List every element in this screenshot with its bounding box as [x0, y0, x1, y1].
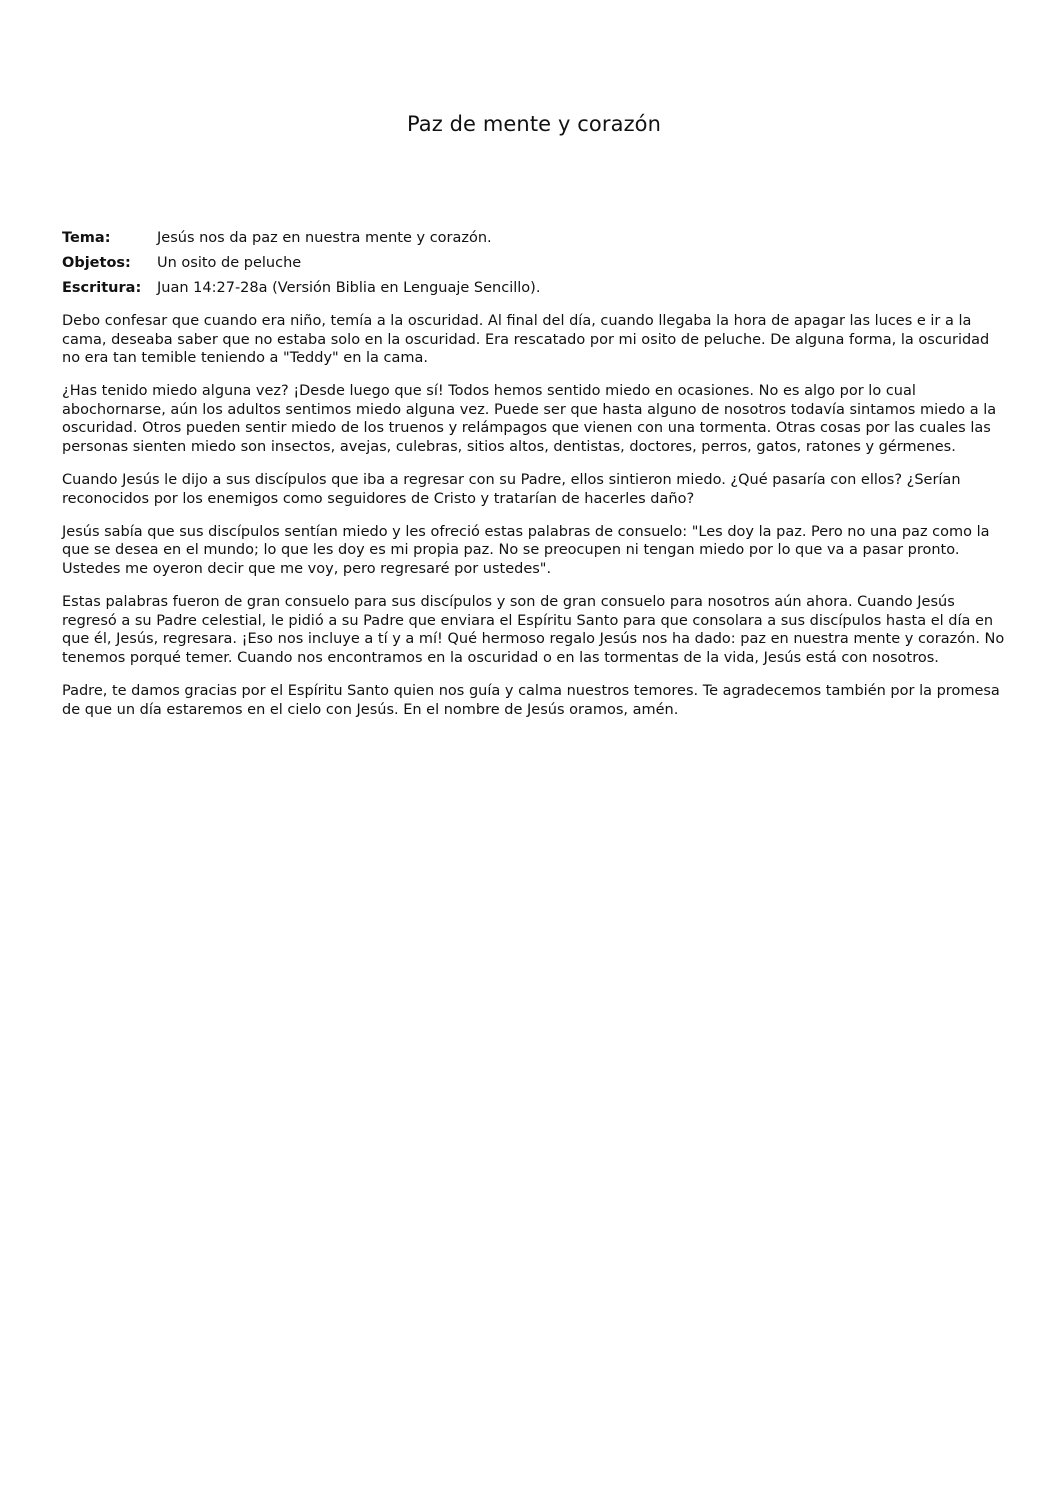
lesson-meta: [62, 228, 1002, 303]
meta-row-tema: [62, 228, 1002, 253]
page-title: Paz de mente y corazón: [406, 112, 662, 136]
body-paragraph: Estas palabras fueron de gran consuelo para sus discípulos y son de gran consuelo para nosotros aún ahora. Cuando Jesús regresó a su Padre celestial, le pidió a su Padre que enviara el Espíritu Santo para que consolara a sus discípulos hasta el día en que él, Jesús, regresara. ¡Eso nos incluye a tí y a mí! Qué hermoso regalo Jesús nos ha dado: paz en nuestra mente y corazón. No tenemos porqué temer. Cuando nos encontramos en la oscuridad o en las tormentas de la vida, Jesús está con nosotros.: [62, 594, 1005, 666]
body-paragraph: ¿Has tenido miedo alguna vez? ¡Desde luego que sí! Todos hemos sentido miedo en ocasiones. No es algo por lo cual abochornarse, aún los adultos sentimos miedo alguna vez. Puede ser que hasta alguno de nosotros todavía sintamos miedo a la oscuridad. Otros pueden sentir miedo de los truenos y relámpagos que vienen con una tormenta. Otras cosas por las cuales las personas sienten miedo son insectos, avejas, culebras, sitios altos, dentistas, doctores, perros, gatos, ratones y gérmenes.: [62, 383, 997, 456]
prayer-paragraph: Padre, te damos gracias por el Espíritu Santo quien nos guía y calma nuestros temores. Te agradecemos también por la promesa de que un día estaremos en el cielo con Jesús. En el nombre de Jesús oramos, amén.: [62, 683, 1000, 718]
meta-value: Juan 14:27-28a (Versión Biblia en Lenguaje Sencillo).: [157, 280, 541, 296]
meta-row-objetos: [62, 253, 1002, 278]
meta-label: Escritura:: [62, 280, 142, 296]
body-paragraph: Debo confesar que cuando era niño, temía a la oscuridad. Al final del día, cuando llegaba la hora de apagar las luces e ir a la cama, deseaba saber que no estaba solo en la oscuridad. Era rescatado por mi osito de peluche. De alguna forma, la oscuridad no era tan temible teniendo a "Teddy" en la cama.: [62, 313, 990, 367]
meta-label: Objetos:: [62, 255, 131, 271]
meta-label: Tema:: [62, 230, 111, 246]
body-paragraph: Cuando Jesús le dijo a sus discípulos que iba a regresar con su Padre, ellos sintieron miedo. ¿Qué pasaría con ellos? ¿Serían reconocidos por los enemigos como seguidores de Cristo y tratarían de hacerles daño?: [62, 472, 961, 507]
meta-row-escritura: [62, 278, 1002, 303]
meta-value: Un osito de peluche: [157, 255, 302, 271]
body-paragraph: Jesús sabía que sus discípulos sentían miedo y les ofreció estas palabras de consuelo: "Les doy la paz. Pero no una paz como la que se desea en el mundo; lo que les doy es mi propia paz. No se preocupen ni tengan miedo por lo que va a pasar pronto. Ustedes me oyeron decir que me voy, pero regresaré por ustedes".: [62, 523, 990, 578]
meta-value: Jesús nos da paz en nuestra mente y corazón.: [157, 230, 492, 246]
lesson-body: [62, 312, 1008, 734]
